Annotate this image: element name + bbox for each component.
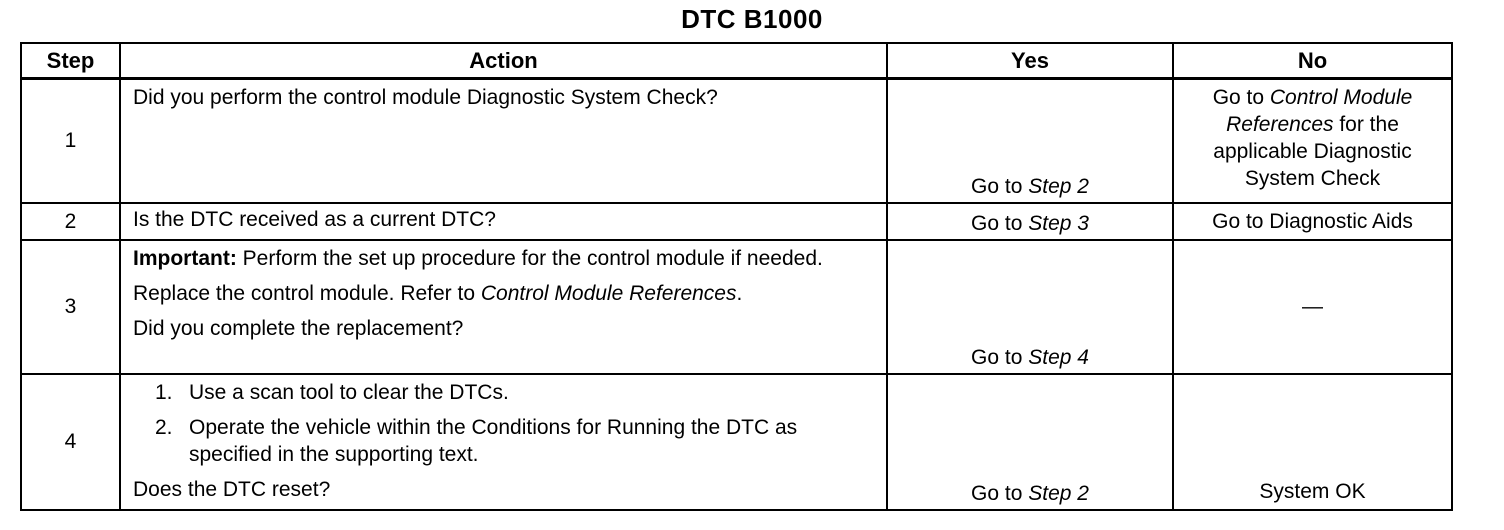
replace-reference: Control Module References	[480, 281, 737, 305]
yes-cell	[887, 79, 1173, 203]
step-number: 4	[21, 374, 120, 510]
action-cell	[120, 240, 887, 374]
header-step: Step	[21, 43, 120, 79]
header-action: Action	[120, 43, 887, 79]
yes-prefix: Go to	[971, 481, 1029, 505]
diagnostic-table	[20, 42, 1453, 511]
action-text: Did you perform the control module Diagnostic System Check?	[133, 86, 718, 109]
yes-step-ref: Step 4	[1028, 345, 1089, 369]
action-cell	[120, 203, 887, 240]
step-number: 2	[21, 203, 120, 240]
table-row	[21, 79, 1452, 203]
replace-instruction	[133, 280, 876, 307]
no-reference: Control Module References	[1226, 86, 1413, 136]
yes-step-ref: Step 2	[1028, 481, 1089, 505]
replace-text: Replace the control module. Refer to	[133, 281, 481, 305]
yes-cell	[887, 374, 1173, 510]
no-cell	[1173, 79, 1452, 203]
header-no: No	[1173, 43, 1452, 79]
table-row	[21, 240, 1452, 374]
list-item	[133, 414, 876, 468]
step-number: 1	[21, 79, 120, 203]
no-dash: —	[1302, 295, 1323, 318]
no-prefix: Go to	[1212, 86, 1270, 109]
no-text: System OK	[1259, 479, 1366, 503]
no-suffix: for the applicable Diagnostic System Check	[1213, 113, 1412, 190]
yes-cell	[887, 203, 1173, 240]
action-text: Is the DTC received as a current DTC?	[133, 207, 496, 231]
replace-end: .	[736, 281, 743, 305]
page-title: DTC B1000	[681, 4, 823, 34]
action-cell	[120, 79, 887, 203]
no-text: Go to Diagnostic Aids	[1212, 209, 1413, 233]
action-question: Did you complete the replacement?	[133, 316, 464, 340]
yes-prefix: Go to	[971, 345, 1029, 369]
yes-step-ref: Step 3	[1028, 211, 1089, 235]
table-row	[21, 203, 1452, 240]
step-number: 3	[21, 240, 120, 374]
list-item-number: 1.	[155, 380, 173, 404]
important-note	[133, 245, 876, 272]
yes-prefix: Go to	[971, 174, 1029, 198]
yes-cell	[887, 240, 1173, 374]
header-yes: Yes	[887, 43, 1173, 79]
no-cell	[1173, 203, 1452, 240]
table-row	[21, 374, 1452, 510]
list-item-text: Use a scan tool to clear the DTCs.	[189, 380, 509, 404]
no-cell	[1173, 374, 1452, 510]
list-item	[133, 379, 876, 406]
action-question: Does the DTC reset?	[133, 477, 331, 501]
yes-prefix: Go to	[971, 211, 1029, 235]
action-cell	[120, 374, 887, 510]
list-item-number: 2.	[155, 415, 173, 439]
important-text: Perform the set up procedure for the control module if needed.	[236, 246, 823, 270]
yes-step-ref: Step 2	[1028, 174, 1089, 198]
no-cell	[1173, 240, 1452, 374]
important-label: Important:	[133, 246, 237, 270]
list-item-text: Operate the vehicle within the Conditions for Running the DTC as specified in the supporting text.	[189, 415, 798, 466]
table-header-row	[21, 43, 1452, 79]
